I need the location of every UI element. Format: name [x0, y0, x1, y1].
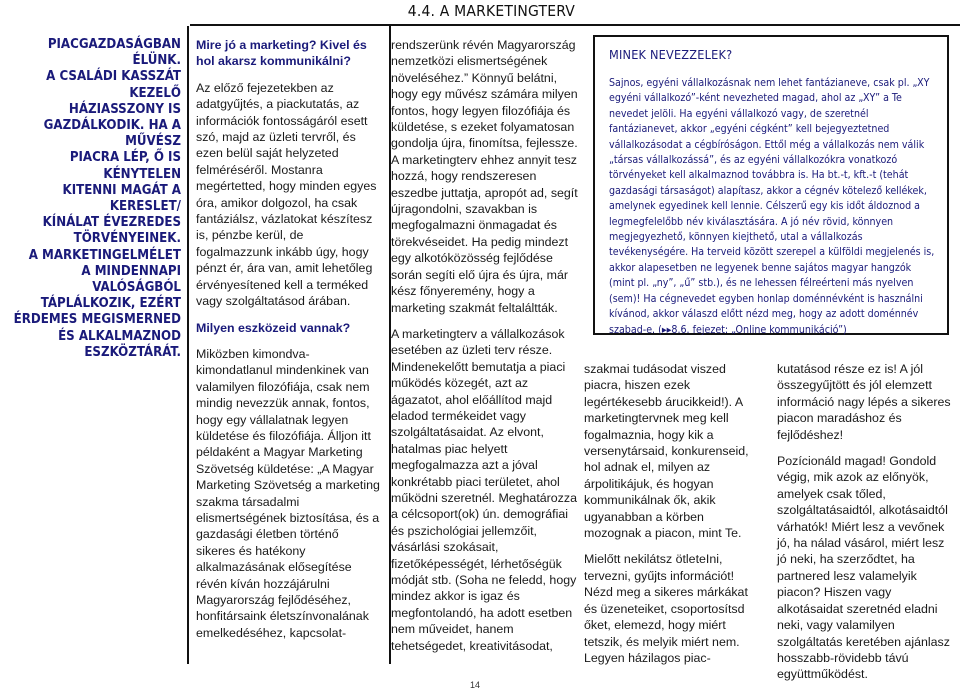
left-intro	[2, 37, 181, 361]
intro-line: KÍNÁLAT ÉVEZREDES	[42, 215, 181, 231]
paragraph: kutatásod része ez is! A jól összegyűjtött és jól elemzett információ nagy lépés a sikeres piacon maradáshoz és fejlődéshez!	[777, 362, 951, 442]
info-box-title: MINEK NEVEZZELEK?	[609, 47, 733, 62]
intro-line: PIACRA LÉP, Ő IS KÉNYTELEN	[69, 150, 181, 182]
intro-line: A MARKETINGELMÉLET	[28, 247, 181, 263]
paragraph: Miközben kimondva-kimondatlanul mindenkinek van valamilyen filozófiája, csak nem mindig nevezzük annak, fontos, hogy egy vállalatnak legyen küldetése és filozófiája. Álljon itt példaként a Magyar Marketing Szövetség küldetése: „A Magyar Marketing Szövetség a marketing szakma társadalmi elismertségének biztosítása, és a gazdasági életben történő sikeres és hatékony alkalmazásának elősegítése révén kíván hozzájárulni Magyarország fejlődéséhez, honfitársaink életszínvonalának emelkedéséhez, kapcsolat-	[196, 346, 380, 640]
intro-line: ÉRDEMES MEGISMERNED	[13, 312, 181, 328]
intro-line: KITENNI MAGÁT A KERESLET/	[62, 182, 181, 215]
subheading-marketing: Mire jó a marketing? Kivel és hol akarsz kommunikálni?	[196, 38, 367, 69]
paragraph: A marketingterv a vállalkozások esetében az üzleti terv része. Mindenekelőtt bemutatja a piaci működés közegét, azt az ágazatot, ahol előállítod majd eladod termékeidet vagy szolgáltatásaidat. Az elvont, hatalmas piac helyett megfogalmazza azt a jóval konkrétabb piaci területet, ahol működni szeretnél. Meghatározza a célcsoport(ok) ún. demográfiai és pszichológiai jellemzőit, vásárlási szokásait, fizetőképességét, lérhetőségük módját stb. (Soha ne feledd, hogy mindez akkor is igaz és megfontolandó, ha adott esetben nem műveidet, hanem tehetségedet, kreativitásodat,	[391, 326, 577, 653]
intro-line: TÖRVÉNYEINEK.	[73, 231, 181, 247]
intro-line: A CSALÁDI KASSZÁT KEZELŐ	[46, 69, 181, 101]
intro-line: TÁPLÁLKOZIK, EZÉRT	[40, 296, 181, 312]
paragraph: rendszerünk révén Magyarország nemzetközi elismertségének növeléséhez.” Könnyű belátni, hogy egy művész számára milyen fontos, hogy legyen filozófiája és küldetése, s ezeket folyamatosan gondolja újra, finomítsa, fejlessze. A marketingterv ehhez annyit tesz hozzá, hogy rendszeresen eszedbe juttatja, apropót ad, segít újragondolni, szavakban is megfogalmazni önmagadat és törekvéseidet. Ha pedig mindezt egy alkotóközösség fejlődése során segíti elő újra és újra, már kész főnyeremény, hogy a marketing szakmát feltaláltták.	[391, 38, 578, 315]
top-rule	[190, 24, 960, 26]
intro-line: ÉS ALKALMAZNOD	[58, 328, 181, 344]
intro-line: ESZKÖZTÁRÁT.	[84, 344, 181, 360]
text-column-1	[196, 37, 381, 641]
intro-line: A MINDENNAPI VALÓSÁGBÓL	[81, 263, 181, 296]
intro-line: PIACGAZDASÁGBAN ÉLÜNK.	[47, 37, 181, 69]
info-box-body: Sajnos, egyéni vállalkozásnak nem lehet fantázianeve, csak pl. „XY egyéni vállalkozó”-ként nevezheted magad, ahol az „XY” a Te nevedet jelöli. Ha egyéni vállalkozó vagy, de szeretnél fantázianevet, akkor „egyéni cégként” kell bejegyeztetned vállalkozásodat a cégbíróságon. Ettől még a vállalkozás nem válik „társas vállalkozássá”, és az egyéni vállalkozókra vonatkozó törvényeket kell alkalmaznod továbbra is. Ha bt.-t, kft.-t (tehát gazdasági társaságot) alapítasz, akkor a cégnév kötelező kellékek, amelynek egyedinek kell lennie. Célszerű egy kis időt áldoznod a legmegfelelőbb név kiválasztására. A jó név rövid, könnyen megjegyezhető, könnyen kiejthető, utal a vállalkozás tevékenységére. Ha terveid között szerepel a külföldi megjelenés is, akkor alapesetben ne legyenek benne sajátos magyar hangzók (mint pl. „ny”, „ű” stb.), és ne lehessen félreérteni más nyelven (sem)! Ha cégnevedet egyben honlap doménnévként is használni kívánod, akkor válaszd előtt nézd meg, hogy az adott doménnév szabad-e. (▸▸8.6. fejezet: „Online kommunikáció”)	[609, 77, 935, 336]
paragraph: Az előző fejezetekben az adatgyűjtés, a piackutatás, az információk fontosságáról esett szó, majd az üzleti tervről, és ezen belül saját helyzeted felméréséről. Mostanra megértetted, hogy minden egyes óra, amikor dolgozol, ha csak fantáziálsz, vázlatokat készítesz is, pénzbe kerül, de fogalmazzunk inkább úgy, hogy pénzt ér, ára van, amit lehetőleg érvényesítened kell a terméked vagy szolgáltatásod árában.	[196, 80, 377, 309]
subheading-tools: Milyen eszközeid vannak?	[196, 320, 351, 335]
text-column-4	[777, 361, 955, 683]
paragraph: Pozícionáld magad! Gondold végig, mik azok az előnyök, amelyek csak tőled, szolgáltatásaidtól, alkotásaidtól várhatók! Miért lesz a vevőnek jó, ha nálad vásárol, miért lesz jó neki, ha szerződtet, ha partnered lesz valamelyik piacon? Hiszen vagy alkotásaidat szeretnéd eladni neki, vagy valamilyen szolgáltatás keretében ajánlasz hosszabb-rövidebb távú együttműködést.	[777, 454, 950, 682]
column-divider	[187, 26, 189, 664]
paragraph: Mielőtt nekilátsz ötleteIni, tervezni, gyűjts információt! Nézd meg a sikeres márkákat és üzeneteiket, csoportosítsd őket, elemezd, hogy miért tetszik, és melyik miért nem. Legyen házilagos piac-	[584, 552, 748, 665]
section-title: 4.4. A MARKETINGTERV	[407, 2, 575, 20]
text-column-3	[584, 361, 760, 666]
paragraph: szakmai tudásodat viszed piacra, hiszen ezek legértékesebb árucikkeid!). A marketingtervnek meg kell fogalmaznia, hogy kik a versenytársaid, konkurenseid, hol adnak el, milyen az árpolitikájuk, és hogyan kommunikálnak ők, akik ugyanabban a körben mozognak a piacon, mint Te.	[584, 362, 749, 541]
text-column-2	[391, 37, 581, 654]
page-number: 14	[470, 680, 481, 690]
intro-line: HÁZIASSZONY IS	[68, 101, 181, 117]
info-box	[593, 35, 949, 335]
intro-line: GAZDÁLKODIK. HA A MŰVÉSZ	[43, 118, 181, 150]
